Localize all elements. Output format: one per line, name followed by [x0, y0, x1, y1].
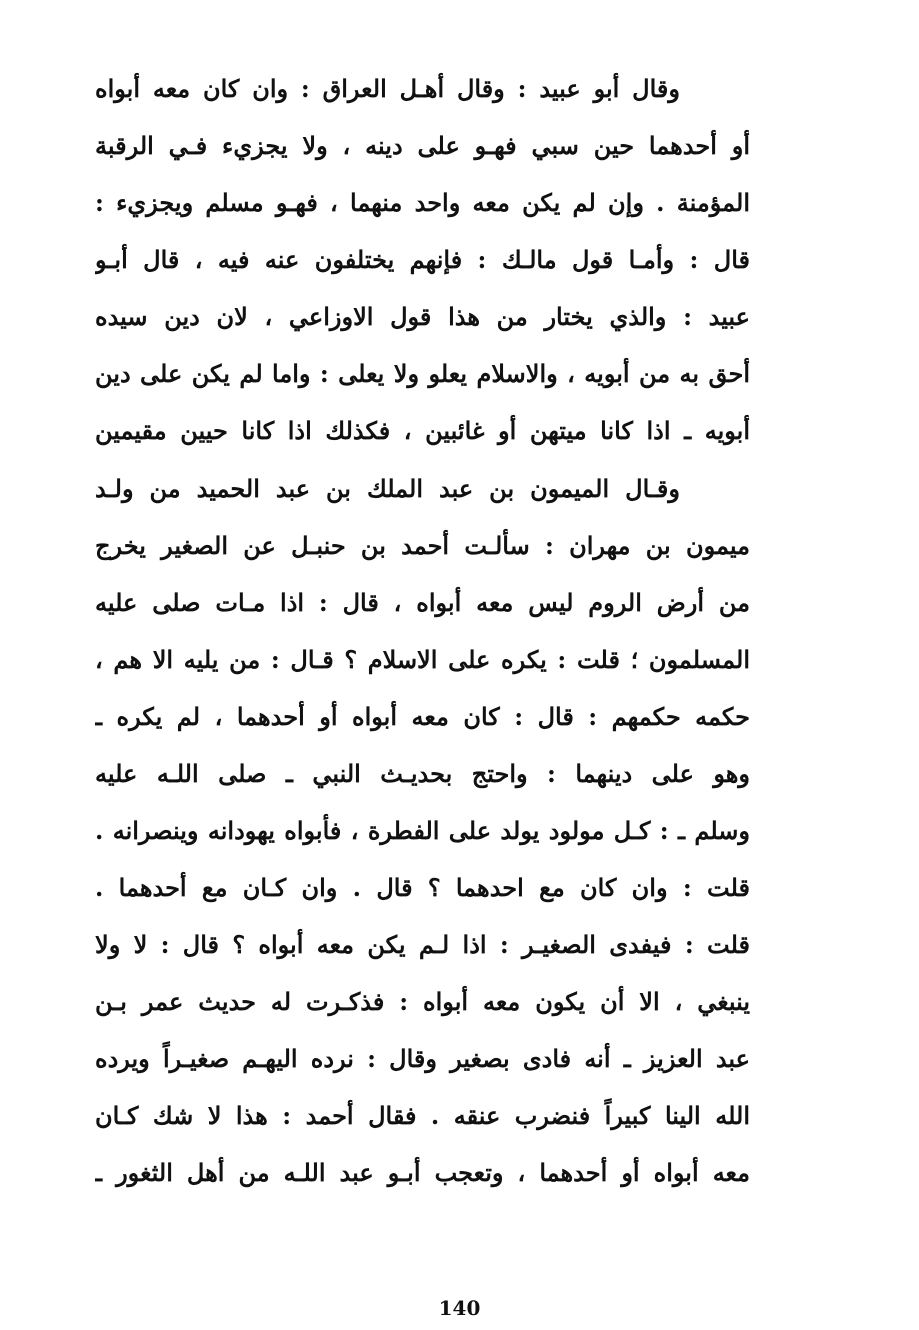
- paragraph-2: [95, 460, 750, 1201]
- page-number: 140: [438, 1296, 481, 1320]
- text-line: وقـال الميمون بن عبد الملك بن عبد الحميد من ولـد: [95, 474, 680, 503]
- text-line: وهو على دينهما : واحتج بحديـث النبي ـ صلى اللـه عليه: [95, 759, 750, 788]
- text-line: عبد العزيز ـ أنه فادى بصغير وقال : نرده اليهـم صغيـراً ويرده: [95, 1044, 750, 1073]
- text-line: حكمه حكمهم : قال : كان معه أبواه أو أحدهما ، لم يكره ـ: [95, 702, 750, 731]
- text-line: قلت : فيفدى الصغيـر : اذا لـم يكن معه أبواه ؟ قال : لا ولا: [95, 930, 750, 959]
- text-line: أبويه ـ اذا كانا ميتهن أو غائبين ، فكذلك اذا كانا حيين مقيمين: [95, 416, 750, 445]
- text-line: قلت : وان كان مع احدهما ؟ قال . وان كـان مع أحدهما .: [95, 873, 750, 902]
- text-line: أو أحدهما حين سبي فهـو على دينه ، ولا يجزيء فـي الرقبة: [95, 131, 750, 160]
- paragraph-1: [95, 60, 750, 459]
- text-line: ينبغي ، الا أن يكون معه أبواه : فذكـرت له حديث عمر بـن: [95, 987, 750, 1016]
- text-line: المؤمنة . وإن لم يكن معه واحد منهما ، فهـو مسلم ويجزيء :: [95, 188, 750, 217]
- text-line: قال : وأمـا قول مالـك : فإنهم يختلفون عنه فيه ، قال أبـو: [95, 245, 750, 274]
- text-line: المسلمون ؛ قلت : يكره على الاسلام ؟ قـال : من يليه الا هم ،: [95, 645, 750, 674]
- text-line: من أرض الروم ليس معه أبواه ، قال : اذا مـات صلى عليه: [95, 588, 750, 617]
- text-line: عبيد : والذي يختار من هذا قول الاوزاعي ، لان دين سيده: [95, 302, 750, 331]
- text-line: أحق به من أبويه ، والاسلام يعلو ولا يعلى : واما لم يكن على دين: [95, 359, 750, 388]
- text-line: ميمون بن مهران : سألـت أحمد بن حنبـل عن الصغير يخرج: [95, 531, 750, 560]
- text-line: الله الينا كبيراً فنضرب عنقه . فقال أحمد : هذا لا شك كـان: [95, 1101, 750, 1130]
- text-line: وقال أبو عبيد : وقال أهـل العراق : وان كان معه أبواه: [95, 74, 680, 103]
- text-line: معه أبواه أو أحدهما ، وتعجب أبـو عبد اللـه من أهل الثغور ـ: [95, 1158, 750, 1187]
- text-line: وسلم ـ : كـل مولود يولد على الفطرة ، فأبواه يهودانه وينصرانه .: [95, 816, 750, 845]
